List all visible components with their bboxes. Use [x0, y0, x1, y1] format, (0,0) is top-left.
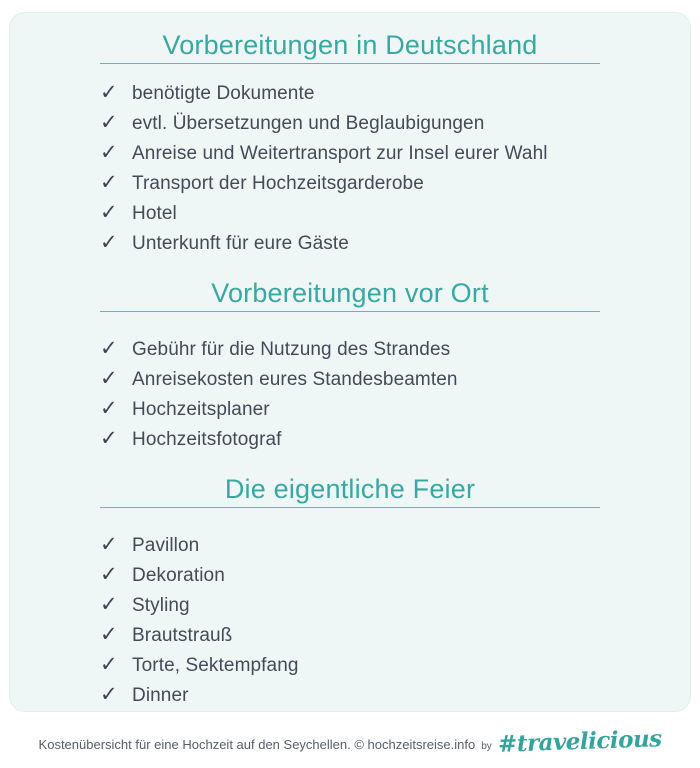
check-icon: ✓	[100, 593, 118, 616]
checklist-item	[100, 364, 690, 394]
checklist-item-label: Brautstrauß	[132, 625, 233, 646]
checklist-item-label: Hotel	[132, 203, 177, 224]
footer-by-label: by	[481, 741, 492, 752]
checklist-item-label: evtl. Übersetzungen und Beglaubigungen	[132, 113, 485, 134]
checklist-item	[100, 168, 690, 198]
section-title: Die eigentliche Feier	[224, 474, 476, 504]
checklist-item	[100, 424, 690, 454]
infographic-page	[0, 12, 700, 768]
section-items	[10, 78, 690, 258]
check-icon: ✓	[100, 623, 118, 646]
section-items	[10, 530, 690, 710]
checklist-section	[10, 29, 690, 258]
checklist-item-label: Dekoration	[132, 565, 225, 586]
checklist-item-label: Hochzeitsfotograf	[132, 429, 282, 450]
checklist-item-label: Torte, Sektempfang	[132, 655, 299, 676]
check-icon: ✓	[100, 563, 118, 586]
checklist-item-label: Hochzeitsplaner	[132, 399, 270, 420]
check-icon: ✓	[100, 653, 118, 676]
checklist-card	[9, 12, 691, 712]
check-icon: ✓	[100, 367, 118, 390]
section-title-underline	[100, 311, 600, 312]
checklist-item	[100, 334, 690, 364]
travelicious-logo: #travelicious	[497, 725, 662, 758]
checklist-section	[10, 277, 690, 454]
check-icon: ✓	[100, 111, 118, 134]
section-items	[10, 334, 690, 454]
section-title: Vorbereitungen in Deutschland	[162, 30, 538, 60]
check-icon: ✓	[100, 81, 118, 104]
section-title: Vorbereitungen vor Ort	[211, 278, 489, 308]
checklist-item-label: Transport der Hochzeitsgarderobe	[132, 173, 424, 194]
section-title-underline	[100, 507, 600, 508]
checklist-item	[100, 228, 690, 258]
checklist-item-label: Styling	[132, 595, 190, 616]
check-icon: ✓	[100, 141, 118, 164]
checklist-item	[100, 530, 690, 560]
checklist-item-label: Anreise und Weitertransport zur Insel eurer Wahl	[132, 143, 548, 164]
check-icon: ✓	[100, 683, 118, 706]
check-icon: ✓	[100, 201, 118, 224]
checklist-item-label: benötigte Dokumente	[132, 83, 315, 104]
section-title-underline	[100, 63, 600, 64]
checklist-item-label: Unterkunft für eure Gäste	[132, 233, 349, 254]
checklist-item	[100, 394, 690, 424]
check-icon: ✓	[100, 397, 118, 420]
checklist-item-label: Gebühr für die Nutzung des Strandes	[132, 339, 451, 360]
checklist-item-label: Anreisekosten eures Standesbeamten	[132, 369, 458, 390]
check-icon: ✓	[100, 533, 118, 556]
check-icon: ✓	[100, 171, 118, 194]
checklist-item	[100, 650, 690, 680]
checklist-item	[100, 198, 690, 228]
checklist-item	[100, 138, 690, 168]
checklist-item	[100, 620, 690, 650]
checklist-item	[100, 78, 690, 108]
checklist-item	[100, 590, 690, 620]
check-icon: ✓	[100, 231, 118, 254]
checklist-item	[100, 680, 690, 710]
checklist-item	[100, 108, 690, 138]
checklist-item-label: Dinner	[132, 685, 189, 706]
checklist-item	[100, 560, 690, 590]
check-icon: ✓	[100, 337, 118, 360]
check-icon: ✓	[100, 427, 118, 450]
footer	[0, 725, 700, 758]
footer-caption: Kostenübersicht für eine Hochzeit auf den Seychellen. © hochzeitsreise.info	[38, 737, 476, 752]
checklist-sections	[10, 29, 690, 710]
checklist-item-label: Pavillon	[132, 535, 200, 556]
checklist-section	[10, 473, 690, 710]
